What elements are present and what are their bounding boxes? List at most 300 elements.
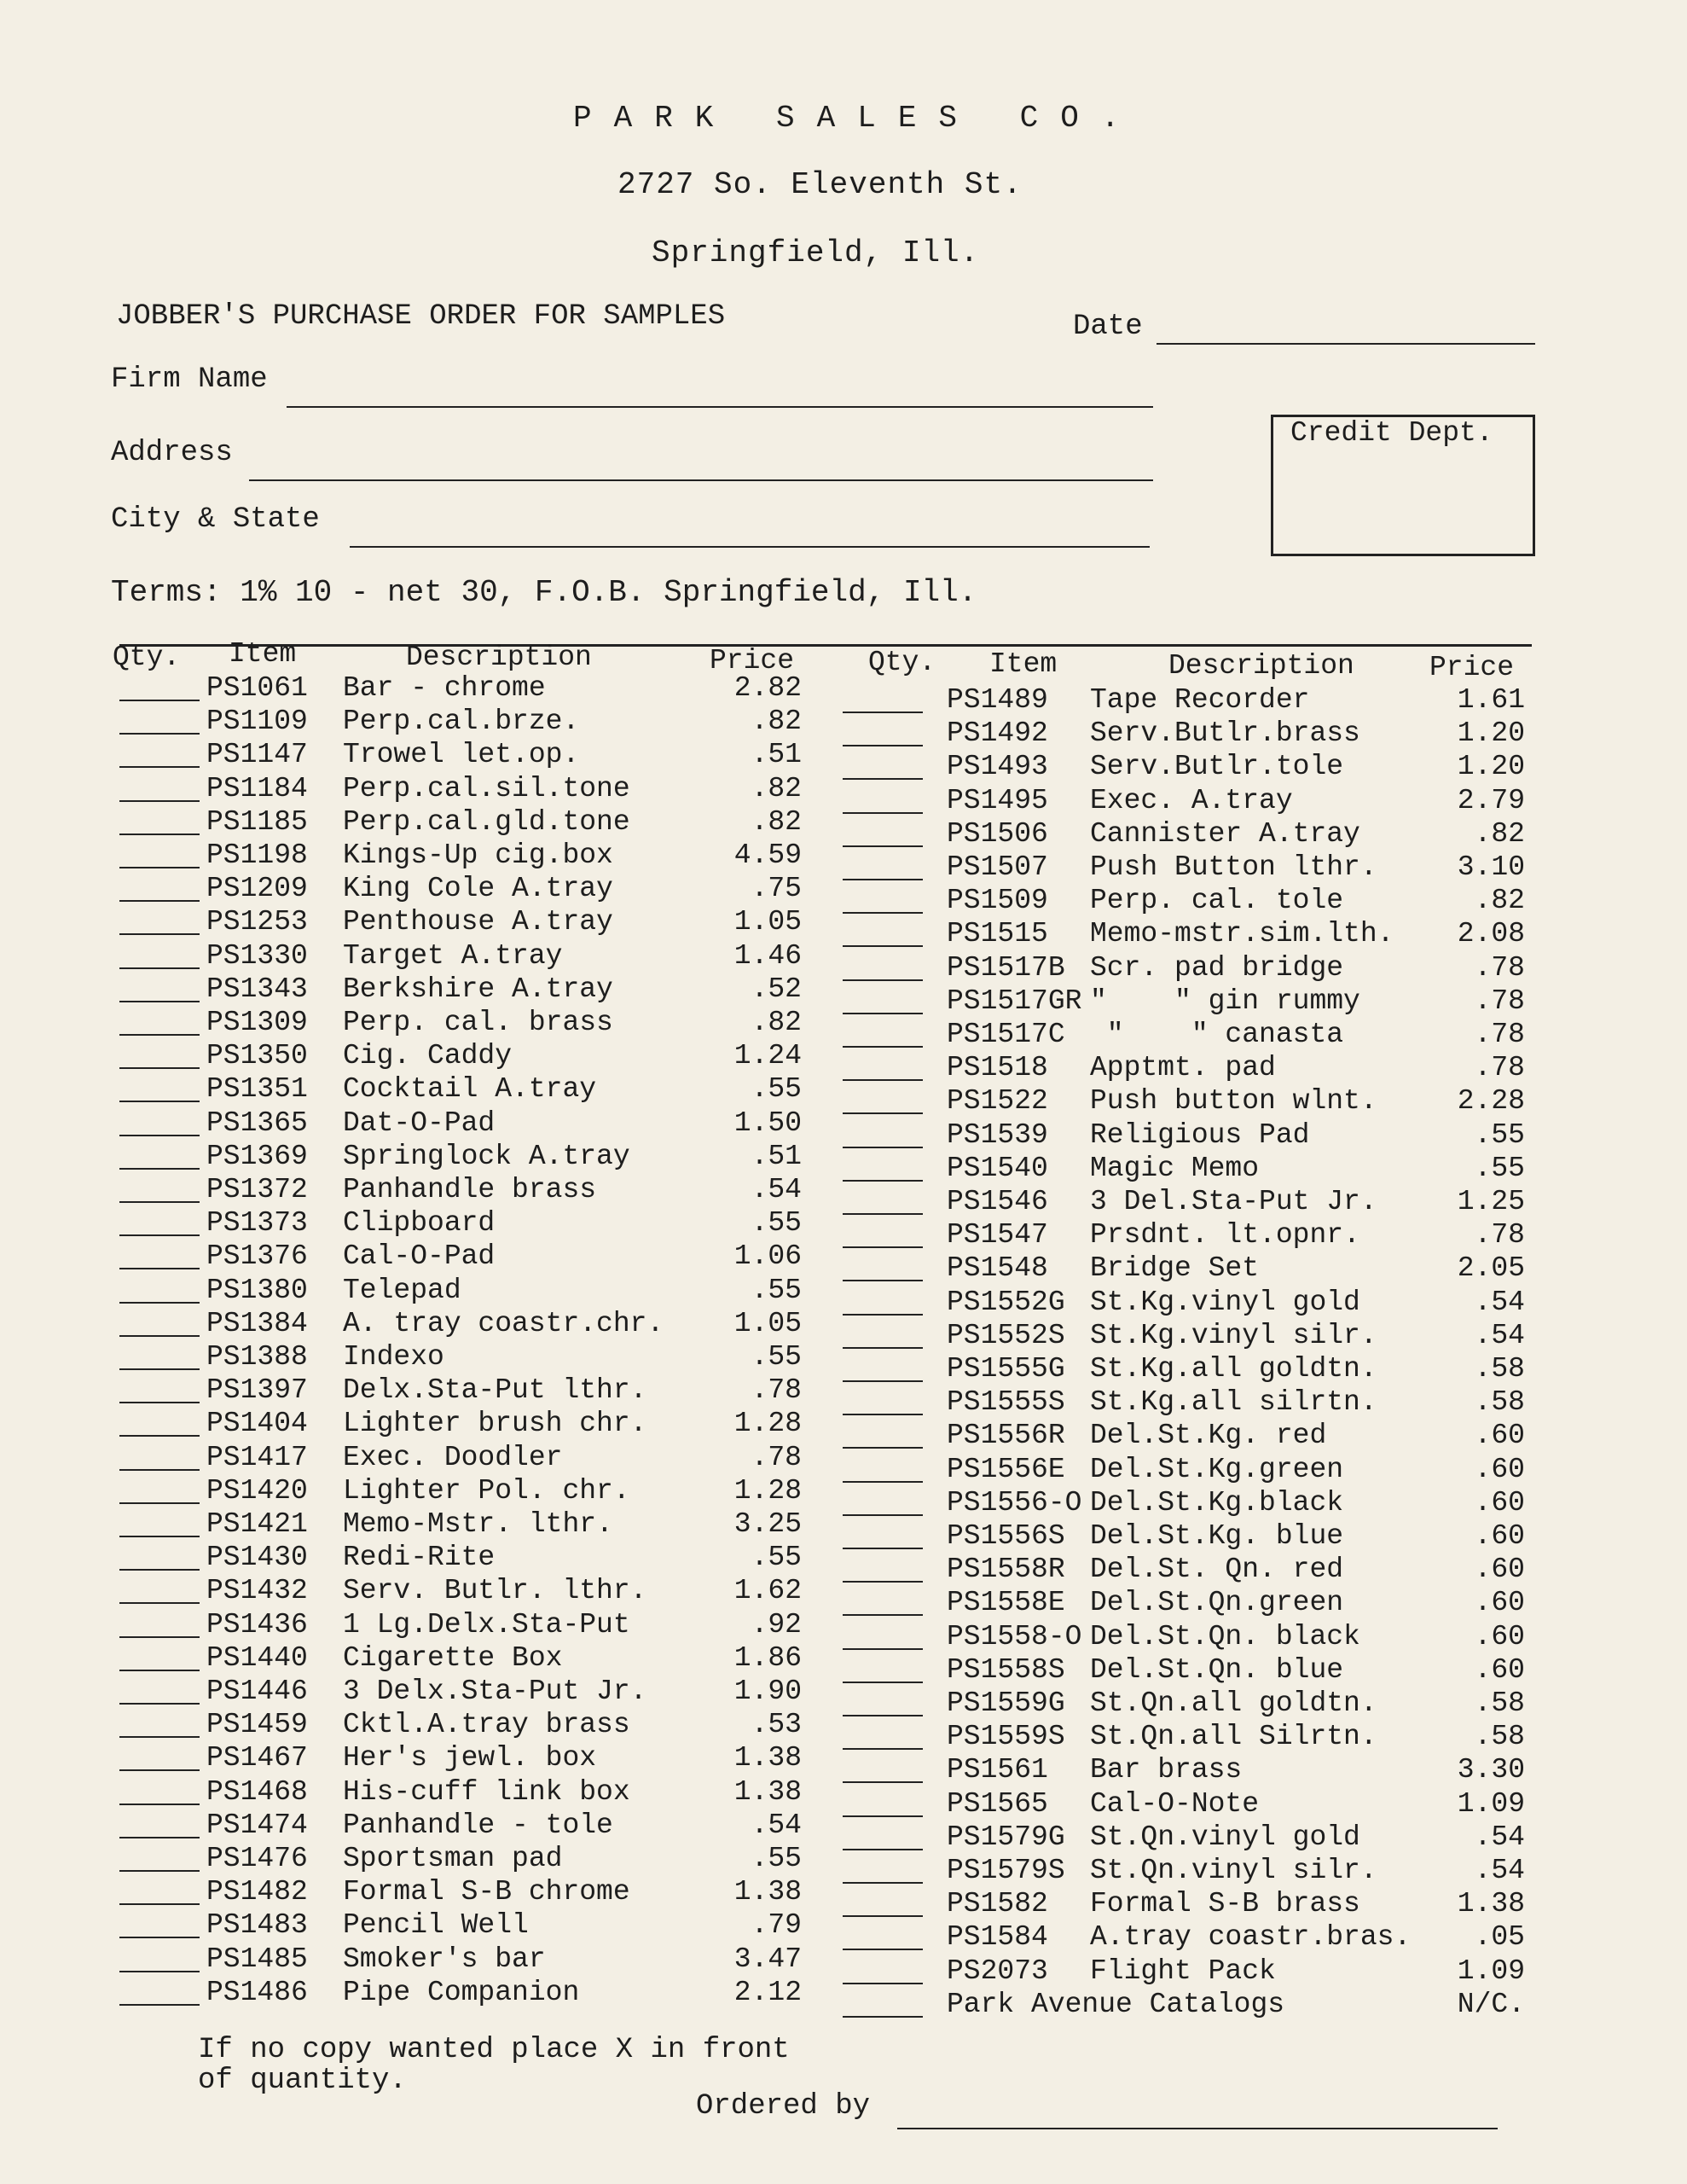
item-row <box>843 952 1533 985</box>
item-row <box>119 1040 810 1072</box>
qty-field[interactable] <box>119 834 200 835</box>
item-row <box>843 818 1533 851</box>
item-code: PS1430 <box>206 1542 308 1574</box>
ordered-by-label: Ordered by <box>696 2090 871 2123</box>
qty-field[interactable] <box>119 1870 200 1872</box>
qty-field[interactable] <box>843 1949 923 1950</box>
qty-field[interactable] <box>843 1380 923 1382</box>
item-price: 1.28 <box>733 1408 802 1440</box>
item-description: Del.St.Kg.black <box>1090 1486 1344 1519</box>
date-field[interactable] <box>1157 343 1535 345</box>
item-price: .60 <box>1474 1520 1525 1552</box>
item-description: Her's jewl. box <box>343 1742 597 1774</box>
item-row <box>119 973 810 1006</box>
item-row <box>843 1654 1533 1687</box>
qty-field[interactable] <box>843 1046 923 1048</box>
qty-field[interactable] <box>119 1536 200 1537</box>
item-row <box>119 1141 810 1173</box>
qty-field[interactable] <box>843 1414 923 1415</box>
qty-field[interactable] <box>119 800 200 802</box>
item-row <box>119 1475 810 1507</box>
item-code: PS1556-O <box>947 1486 1082 1519</box>
qty-field[interactable] <box>843 1614 923 1616</box>
item-description: 1 Lg.Delx.Sta-Put <box>343 1608 630 1641</box>
item-row <box>843 1520 1533 1553</box>
item-price: 1.25 <box>1457 1186 1525 1217</box>
item-description: Apptmt. pad <box>1090 1052 1276 1084</box>
item-code: PS1376 <box>206 1240 308 1273</box>
qty-field[interactable] <box>843 1013 923 1014</box>
item-row <box>843 1119 1533 1152</box>
item-description: Panhandle - tole <box>343 1809 613 1841</box>
qty-field[interactable] <box>843 1246 923 1248</box>
item-description: A.tray coastr.bras. <box>1090 1921 1412 1954</box>
item-row <box>119 1275 810 1307</box>
item-row <box>843 1821 1533 1854</box>
item-price: 1.20 <box>1457 751 1525 783</box>
item-price: 1.61 <box>1457 684 1525 716</box>
qty-field[interactable] <box>119 1769 200 1771</box>
item-description: Bar - chrome <box>343 672 546 704</box>
item-row <box>119 873 810 905</box>
item-row <box>843 1989 1533 2021</box>
item-row <box>119 1442 810 1474</box>
item-row <box>119 806 810 839</box>
item-row <box>119 1709 810 1741</box>
qty-field[interactable] <box>843 1347 923 1349</box>
item-row <box>119 739 810 771</box>
qty-field[interactable] <box>843 1447 923 1449</box>
qty-field[interactable] <box>119 1302 200 1304</box>
item-description: A. tray coastr.chr. <box>343 1307 664 1339</box>
qty-field[interactable] <box>119 700 200 701</box>
qty-field[interactable] <box>843 1180 923 1182</box>
item-price: 1.06 <box>733 1240 802 1273</box>
item-price: 3.25 <box>733 1508 802 1540</box>
qty-field[interactable] <box>119 1368 200 1370</box>
qty-field[interactable] <box>843 2016 923 2018</box>
item-code: PS1109 <box>206 706 308 738</box>
item-code: PS1558S <box>947 1653 1065 1686</box>
qty-field[interactable] <box>843 1915 923 1917</box>
qty-field[interactable] <box>119 766 200 768</box>
qty-field[interactable] <box>119 1168 200 1170</box>
item-price: 1.05 <box>733 1307 802 1339</box>
item-description: Lighter Pol. chr. <box>343 1474 630 1507</box>
qty-field[interactable] <box>843 712 923 713</box>
item-code: PS1436 <box>206 1608 308 1641</box>
item-price: 1.38 <box>1457 1888 1525 1920</box>
item-description: Panhandle brass <box>343 1174 597 1205</box>
item-price: .55 <box>1474 1152 1525 1184</box>
qty-field[interactable] <box>843 845 923 847</box>
item-code: PS1350 <box>206 1040 308 1072</box>
address-field[interactable] <box>249 479 1153 481</box>
qty-field[interactable] <box>843 1815 923 1817</box>
item-price: 1.90 <box>733 1676 802 1707</box>
item-row <box>843 1754 1533 1786</box>
item-description: Clipboard <box>343 1207 496 1240</box>
item-row <box>843 1420 1533 1452</box>
item-code: PS1582 <box>947 1888 1048 1920</box>
item-price: .82 <box>751 706 802 738</box>
qty-field[interactable] <box>119 1469 200 1471</box>
item-code: PS1489 <box>947 684 1048 716</box>
item-code: PS1558-O <box>947 1620 1082 1653</box>
item-price: .78 <box>1474 985 1525 1017</box>
qty-field[interactable] <box>843 1715 923 1716</box>
qty-field[interactable] <box>119 967 200 969</box>
qty-field[interactable] <box>119 933 200 935</box>
item-row <box>843 1186 1533 1218</box>
table-top-rule <box>119 644 1532 647</box>
item-row <box>119 1943 810 1976</box>
item-description: Indexo <box>343 1341 444 1373</box>
item-price: .54 <box>1474 1821 1525 1853</box>
item-price: .55 <box>1474 1118 1525 1151</box>
left-qty-header: Qty. <box>113 642 181 673</box>
qty-field[interactable] <box>119 1101 200 1102</box>
item-price: 1.62 <box>733 1575 802 1607</box>
city-state-field[interactable] <box>350 546 1150 548</box>
item-code: PS1440 <box>206 1641 308 1674</box>
item-code: PS1198 <box>206 839 308 871</box>
item-price: 2.28 <box>1457 1085 1525 1118</box>
right-item-header: Item <box>989 648 1058 680</box>
qty-field[interactable] <box>119 1001 200 1002</box>
item-price: 2.82 <box>733 672 802 704</box>
item-code: PS1417 <box>206 1441 308 1473</box>
qty-field[interactable] <box>843 1682 923 1683</box>
qty-field[interactable] <box>119 1670 200 1671</box>
qty-field[interactable] <box>119 1034 200 1036</box>
qty-field[interactable] <box>843 1548 923 1549</box>
address-label: Address <box>111 437 233 469</box>
item-price: 1.09 <box>1457 1955 1525 1987</box>
right-description-header: Description <box>1168 650 1354 682</box>
item-row <box>843 851 1533 884</box>
item-code: PS1548 <box>947 1252 1048 1285</box>
form-title: JOBBER'S PURCHASE ORDER FOR SAMPLES <box>116 300 726 333</box>
item-code: PS1517B <box>947 951 1065 984</box>
qty-field[interactable] <box>119 1971 200 1972</box>
item-price: .52 <box>751 973 802 1005</box>
qty-field[interactable] <box>119 1502 200 1504</box>
item-code: PS1483 <box>206 1909 308 1942</box>
item-description: Perp.cal.brze. <box>343 706 580 738</box>
item-row <box>119 1742 810 1774</box>
qty-field[interactable] <box>843 912 923 914</box>
item-row <box>843 918 1533 950</box>
item-price: .82 <box>751 1007 802 1038</box>
qty-field[interactable] <box>843 1079 923 1081</box>
item-description: St.Kg.vinyl silr. <box>1090 1319 1377 1351</box>
item-row <box>119 1007 810 1039</box>
item-code: PS1565 <box>947 1787 1048 1820</box>
item-description: 3 Delx.Sta-Put Jr. <box>343 1676 647 1707</box>
item-code: PS1482 <box>206 1876 308 1908</box>
item-row <box>119 1107 810 1140</box>
item-description: Scr. pad bridge <box>1090 951 1344 984</box>
item-row <box>843 1386 1533 1419</box>
item-code: PS1507 <box>947 851 1048 883</box>
item-description: Kings-Up cig.box <box>343 839 613 871</box>
item-price: 1.38 <box>733 1775 802 1808</box>
item-price: .82 <box>1474 885 1525 917</box>
item-price: .58 <box>1474 1353 1525 1385</box>
item-description: Bridge Set <box>1090 1252 1260 1285</box>
item-price: .82 <box>751 772 802 804</box>
item-description: St.Qn.vinyl silr. <box>1090 1855 1377 1886</box>
qty-field[interactable] <box>119 1903 200 1905</box>
item-description: Telepad <box>343 1274 461 1306</box>
item-row <box>843 1955 1533 1988</box>
item-price: .92 <box>751 1608 802 1641</box>
credit-dept-box <box>1271 415 1535 556</box>
item-code: PS1546 <box>947 1186 1048 1217</box>
item-code: PS1518 <box>947 1052 1048 1084</box>
item-row <box>119 1776 810 1809</box>
item-code: PS1388 <box>206 1341 308 1373</box>
item-code: PS1517C <box>947 1019 1065 1050</box>
qty-field[interactable] <box>119 867 200 868</box>
qty-field[interactable] <box>843 1781 923 1783</box>
item-code: PS1559S <box>947 1721 1065 1753</box>
qty-field[interactable] <box>843 1147 923 1148</box>
qty-field[interactable] <box>119 1335 200 1337</box>
item-description: St.Kg.vinyl gold <box>1090 1286 1360 1318</box>
item-code: PS1185 <box>206 805 308 838</box>
item-code: PS1147 <box>206 739 308 771</box>
qty-field[interactable] <box>119 1268 200 1269</box>
qty-field[interactable] <box>119 1636 200 1638</box>
firm-name-field[interactable] <box>287 406 1153 408</box>
item-code: PS1579S <box>947 1855 1065 1886</box>
qty-field[interactable] <box>843 745 923 746</box>
item-price: .51 <box>751 739 802 771</box>
item-price: .82 <box>1474 817 1525 850</box>
item-description: Del.St.Kg.green <box>1090 1453 1344 1485</box>
item-price: .55 <box>751 1843 802 1874</box>
item-description: Formal S-B chrome <box>343 1876 630 1908</box>
item-code: PS1209 <box>206 873 308 905</box>
item-row <box>843 1487 1533 1519</box>
item-price: 1.09 <box>1457 1787 1525 1820</box>
item-description: Memo-Mstr. lthr. <box>343 1508 613 1540</box>
ordered-by-field[interactable] <box>897 2128 1498 2129</box>
item-price: .53 <box>751 1709 802 1741</box>
item-row <box>119 1876 810 1908</box>
item-description: Lighter brush chr. <box>343 1408 647 1440</box>
item-price: 2.12 <box>733 1976 802 2008</box>
item-row <box>843 1721 1533 1753</box>
qty-field[interactable] <box>843 1581 923 1583</box>
item-description: Cal-O-Note <box>1090 1787 1260 1820</box>
qty-field[interactable] <box>843 1213 923 1215</box>
item-row <box>843 1252 1533 1285</box>
item-row <box>843 1554 1533 1586</box>
qty-field[interactable] <box>843 945 923 947</box>
qty-field[interactable] <box>843 812 923 814</box>
qty-field[interactable] <box>843 1481 923 1483</box>
item-code: PS1556S <box>947 1520 1065 1552</box>
item-price: .51 <box>751 1140 802 1172</box>
item-code: PS1365 <box>206 1107 308 1139</box>
item-row <box>843 1687 1533 1720</box>
qty-field[interactable] <box>843 778 923 780</box>
item-row <box>119 1809 810 1842</box>
qty-field[interactable] <box>119 1804 200 1805</box>
item-price: 1.28 <box>733 1474 802 1507</box>
company-name: PARK SALES CO. <box>573 101 1142 136</box>
item-price: 2.79 <box>1457 784 1525 816</box>
qty-field[interactable] <box>843 1314 923 1316</box>
item-code: PS1485 <box>206 1943 308 1975</box>
qty-field[interactable] <box>119 1067 200 1069</box>
item-row <box>119 1240 810 1273</box>
qty-field[interactable] <box>119 1435 200 1437</box>
item-row <box>119 1508 810 1541</box>
item-price: 1.86 <box>733 1641 802 1674</box>
item-row <box>843 1287 1533 1319</box>
date-label: Date <box>1073 311 1143 343</box>
item-code: PS1555S <box>947 1386 1065 1419</box>
item-code: PS1459 <box>206 1709 308 1741</box>
item-description: 3 Del.Sta-Put Jr. <box>1090 1186 1377 1217</box>
item-row <box>843 985 1533 1018</box>
item-row <box>843 1454 1533 1486</box>
item-description: Prsdnt. lt.opnr. <box>1090 1219 1360 1252</box>
item-row <box>119 940 810 973</box>
qty-field[interactable] <box>119 1569 200 1571</box>
item-row <box>119 1174 810 1206</box>
item-description: St.Kg.all goldtn. <box>1090 1353 1377 1385</box>
item-row <box>119 1609 810 1641</box>
credit-dept-label: Credit Dept. <box>1290 417 1493 449</box>
item-row <box>119 1642 810 1675</box>
qty-field[interactable] <box>119 1234 200 1236</box>
item-row <box>119 1207 810 1240</box>
left-price-header: Price <box>710 645 795 677</box>
qty-field[interactable] <box>119 1602 200 1604</box>
item-code: PS1579G <box>947 1821 1065 1853</box>
item-price: 4.59 <box>733 839 802 871</box>
qty-field[interactable] <box>843 1514 923 1516</box>
qty-field[interactable] <box>119 1937 200 1938</box>
item-description: Del.St.Kg. blue <box>1090 1520 1344 1552</box>
item-description: Formal S-B brass <box>1090 1888 1360 1920</box>
item-description: Perp. cal. brass <box>343 1007 613 1038</box>
item-description: Bar brass <box>1090 1754 1243 1786</box>
item-description: Trowel let.op. <box>343 739 580 771</box>
item-code: PS1555G <box>947 1353 1065 1385</box>
item-price: 1.24 <box>733 1040 802 1072</box>
item-price: 3.10 <box>1457 851 1525 883</box>
item-description: Magic Memo <box>1090 1152 1260 1184</box>
item-row <box>843 1019 1533 1051</box>
item-description: St.Qn.vinyl gold <box>1090 1821 1360 1853</box>
qty-field[interactable] <box>843 1882 923 1884</box>
item-row <box>119 1977 810 2009</box>
qty-field[interactable] <box>119 1837 200 1838</box>
item-code: PS1540 <box>947 1152 1048 1184</box>
qty-field[interactable] <box>119 733 200 735</box>
item-description: Memo-mstr.sim.lth. <box>1090 918 1394 950</box>
item-description: Push Button lthr. <box>1090 851 1377 883</box>
item-row <box>843 751 1533 783</box>
qty-field[interactable] <box>119 900 200 902</box>
qty-field[interactable] <box>843 1849 923 1850</box>
qty-field[interactable] <box>119 1135 200 1136</box>
item-row <box>843 1621 1533 1653</box>
item-code: PS1556R <box>947 1420 1065 1452</box>
item-row <box>119 1542 810 1574</box>
item-description: Serv. Butlr. lthr. <box>343 1575 647 1607</box>
qty-field[interactable] <box>119 1201 200 1203</box>
item-description: Cktl.A.tray brass <box>343 1709 630 1741</box>
item-price: .78 <box>751 1441 802 1473</box>
qty-field[interactable] <box>843 1112 923 1114</box>
item-row <box>119 1341 810 1374</box>
item-row <box>119 1676 810 1708</box>
item-row <box>843 1052 1533 1084</box>
item-code: PS1493 <box>947 751 1048 783</box>
right-price-header: Price <box>1429 652 1515 683</box>
item-price: 3.47 <box>733 1943 802 1975</box>
item-price: .55 <box>751 1341 802 1373</box>
qty-field[interactable] <box>843 879 923 880</box>
item-price: .75 <box>751 873 802 905</box>
item-code: PS1506 <box>947 817 1048 850</box>
item-code: PS1467 <box>206 1742 308 1774</box>
item-row <box>119 1909 810 1942</box>
item-row <box>843 717 1533 750</box>
qty-field[interactable] <box>119 1703 200 1705</box>
item-description: King Cole A.tray <box>343 873 613 905</box>
qty-field[interactable] <box>119 2004 200 2006</box>
item-price: .79 <box>751 1909 802 1942</box>
qty-field[interactable] <box>843 1280 923 1281</box>
item-row <box>843 785 1533 817</box>
item-description: Park Avenue Catalogs <box>947 1988 1285 2020</box>
qty-field[interactable] <box>119 1402 200 1403</box>
qty-field[interactable] <box>843 1983 923 1984</box>
item-price: .60 <box>1474 1554 1525 1586</box>
item-code: PS1547 <box>947 1219 1048 1252</box>
item-description: Del.St. Qn. red <box>1090 1554 1344 1586</box>
item-description: St.Kg.all silrtn. <box>1090 1386 1377 1419</box>
qty-field[interactable] <box>843 1748 923 1750</box>
item-price: .54 <box>751 1809 802 1841</box>
item-price: 1.46 <box>733 939 802 972</box>
company-city: Springfield, Ill. <box>652 235 980 270</box>
qty-field[interactable] <box>843 979 923 981</box>
item-row <box>843 1153 1533 1185</box>
item-description: " " gin rummy <box>1090 985 1360 1017</box>
item-row <box>119 1374 810 1407</box>
qty-field[interactable] <box>119 1736 200 1738</box>
item-row <box>843 1888 1533 1920</box>
item-row <box>119 1843 810 1875</box>
item-description: Del.St.Qn.green <box>1090 1587 1344 1619</box>
item-row <box>119 1408 810 1440</box>
qty-field[interactable] <box>843 1648 923 1650</box>
item-code: PS1552S <box>947 1319 1065 1351</box>
item-description: Serv.Butlr.brass <box>1090 717 1360 750</box>
item-description: Del.St.Kg. red <box>1090 1420 1327 1452</box>
item-price: .05 <box>1474 1921 1525 1954</box>
item-price: 2.05 <box>1457 1252 1525 1285</box>
